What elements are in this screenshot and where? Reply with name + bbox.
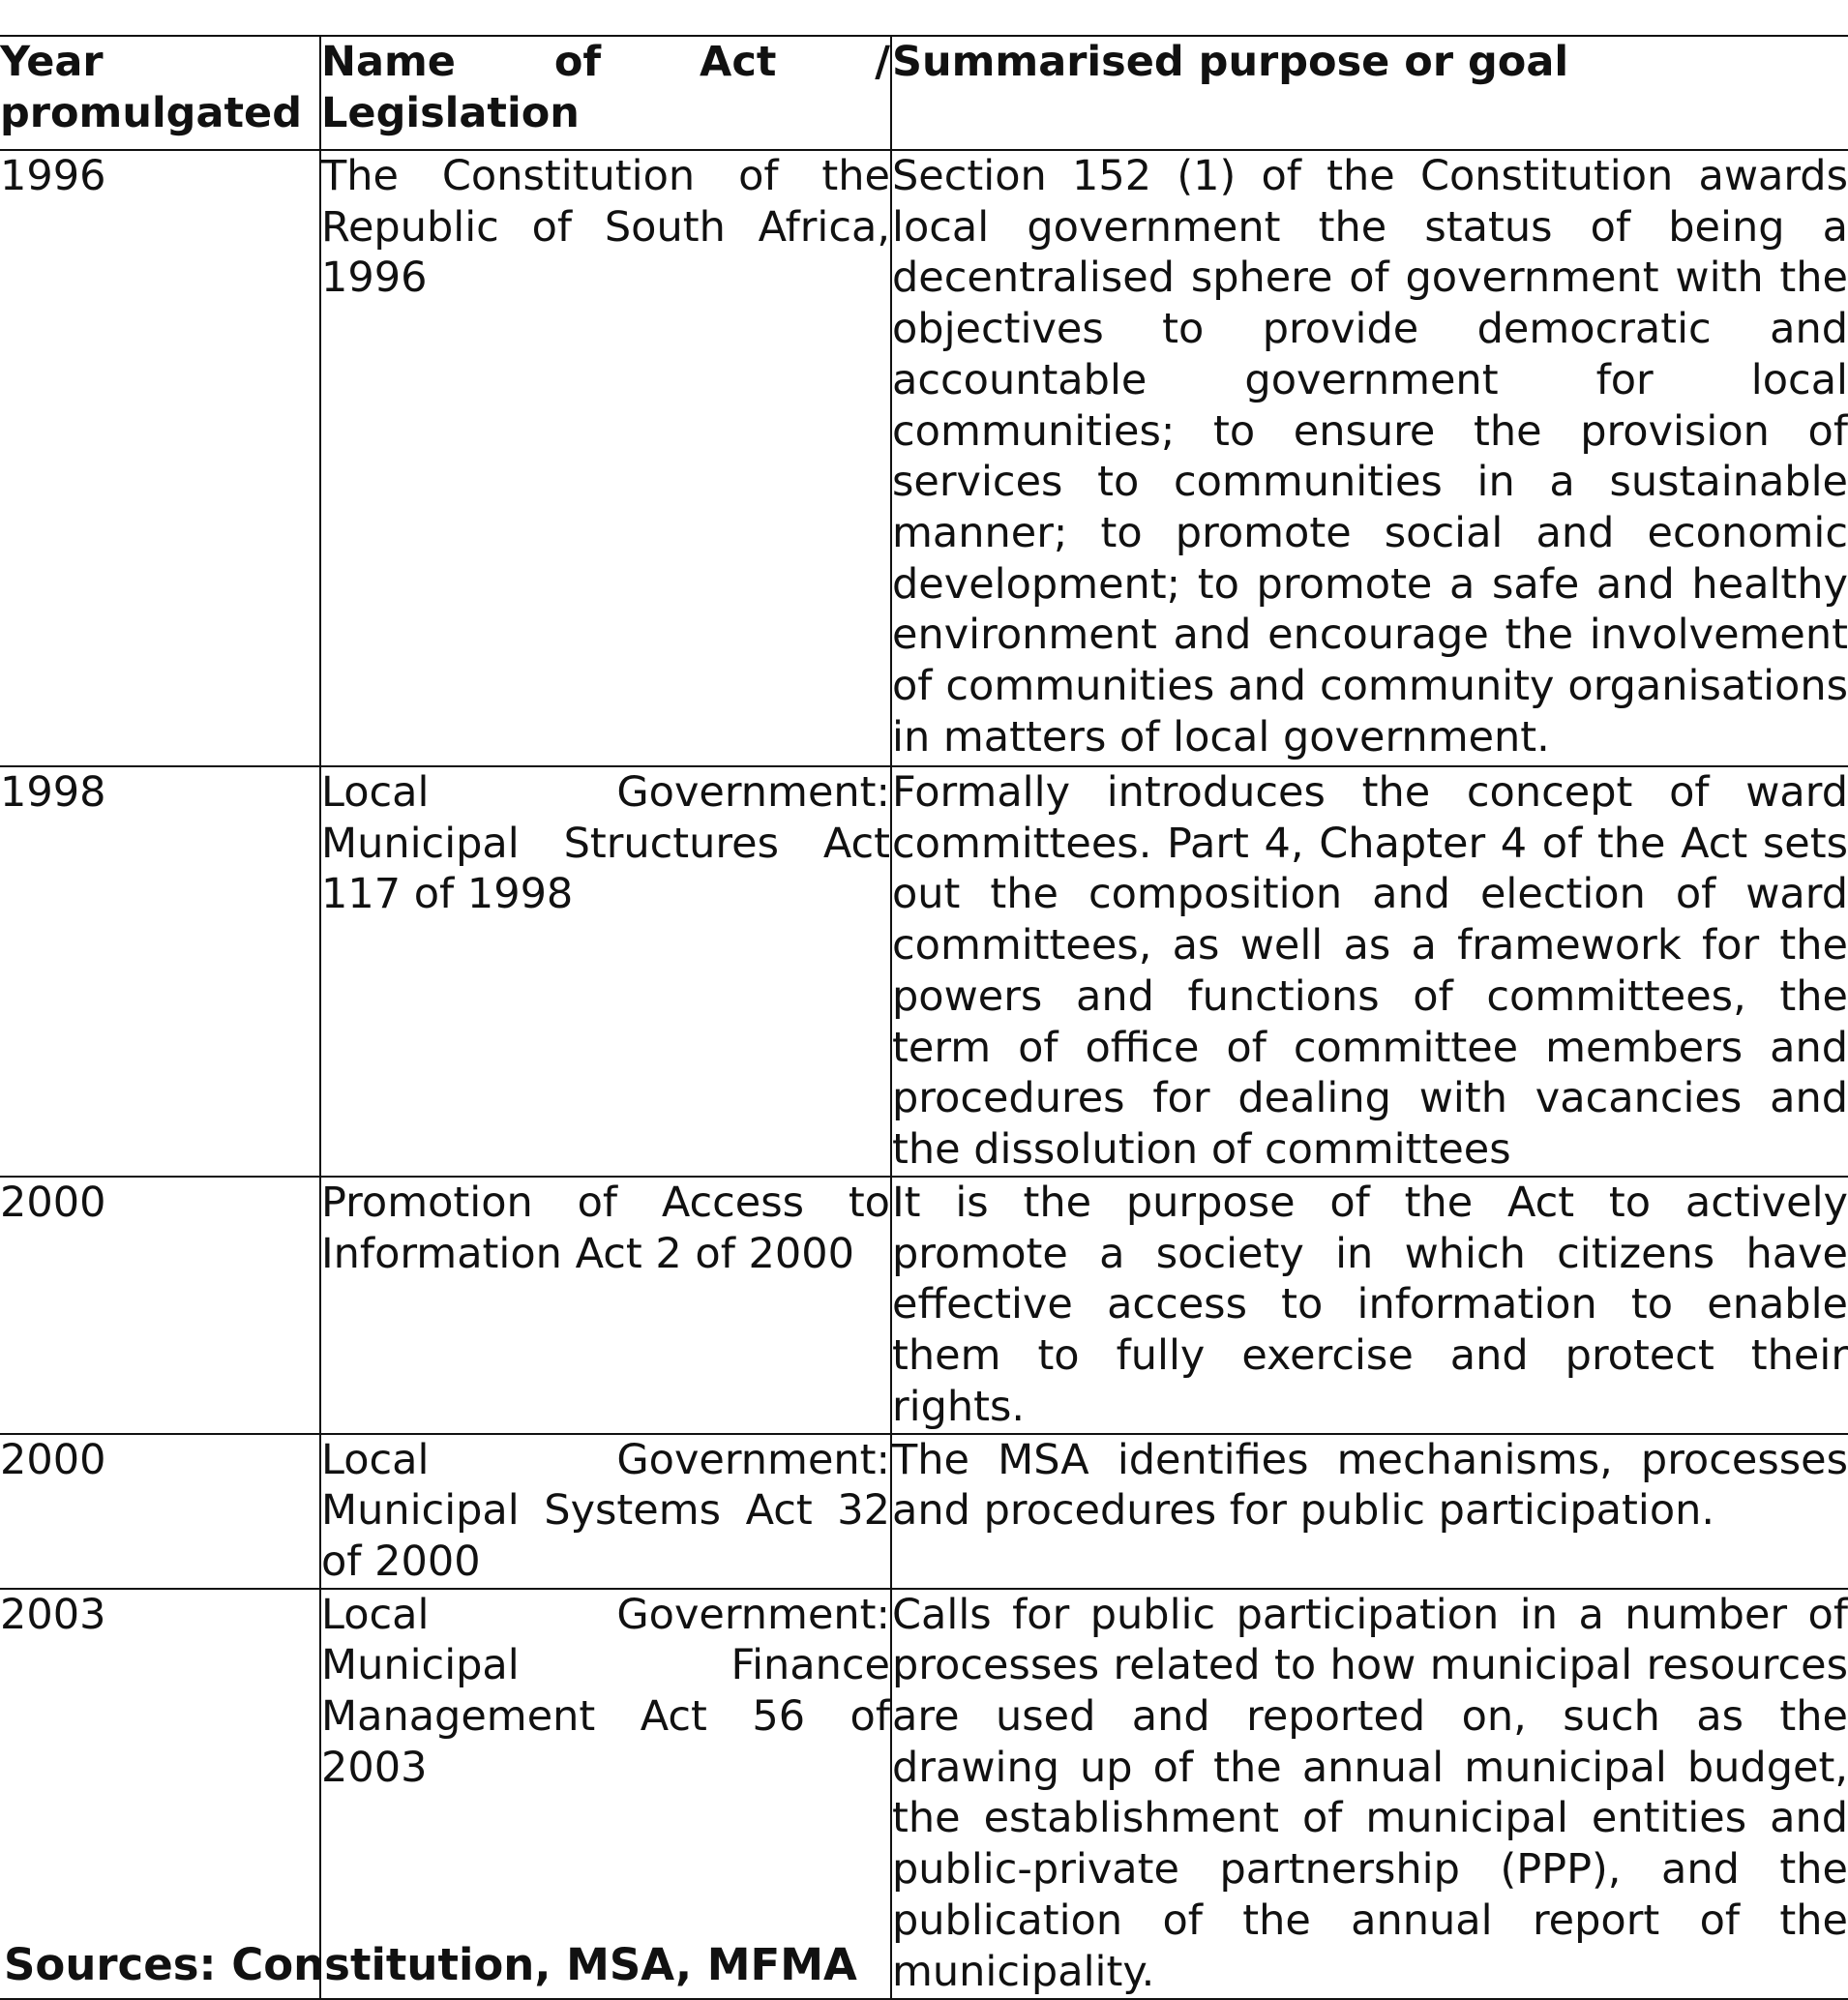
header-name: Name of Act / Legislation — [320, 36, 891, 150]
year-cell: 2000 — [0, 1177, 320, 1434]
act-name-cell: Promotion of Access to Information Act 2 of 2000 — [320, 1177, 891, 1434]
table-row — [0, 1177, 1848, 1434]
act-name-cell: Local Government: Municipal Structures Act 117 of 1998 — [320, 766, 891, 1177]
header-year: Year promulgated — [0, 36, 320, 150]
purpose-cell: It is the purpose of the Act to actively promote a society in which citizens have effective access to information to enable them to fully exercise and protect their rights. — [891, 1177, 1848, 1434]
purpose-cell: Calls for public participation in a number of processes related to how municipal resources are used and reported on, such as the drawing up of the annual municipal budget, the establishment of municipal entities and public-private partnership (PPP), and the publication of the annual report of the municipality. — [891, 1589, 1848, 1999]
header-purpose: Summarised purpose or goal — [891, 36, 1848, 150]
table-header-row — [0, 36, 1848, 150]
act-name-cell: The Constitution of the Republic of South Africa, 1996 — [320, 150, 891, 766]
year-cell: 1998 — [0, 766, 320, 1177]
year-cell: 1996 — [0, 150, 320, 766]
year-cell: 2003 — [0, 1589, 320, 1999]
purpose-cell: The MSA identifies mechanisms, processes and procedures for public participation. — [891, 1434, 1848, 1589]
act-name-cell: Local Government: Municipal Systems Act 32 of 2000 — [320, 1434, 891, 1589]
purpose-cell: Section 152 (1) of the Constitution awards local government the status of being a decentralised sphere of government with the objectives to provide democratic and accountable government for local communities; to ensure the provision of services to communities in a sustainable manner; to promote social and economic development; to promote a safe and healthy environment and encourage the involvement of communities and community organisations in matters of local government. — [891, 150, 1848, 766]
year-cell: 2000 — [0, 1434, 320, 1589]
act-name-cell: Local Government: Municipal Finance Management Act 56 of 2003 — [320, 1589, 891, 1999]
table-row — [0, 150, 1848, 766]
purpose-cell: Formally introduces the concept of ward committees. Part 4, Chapter 4 of the Act sets out the composition and election of ward committees, as well as a framework for the powers and functions of committees, the term of office of committee members and procedures for dealing with vacancies and the dissolution of committees — [891, 766, 1848, 1177]
table-row — [0, 766, 1848, 1177]
sources-note: Sources: Constitution, MSA, MFMA — [4, 1939, 857, 1990]
legislation-table — [0, 35, 1848, 2000]
table-row — [0, 1434, 1848, 1589]
